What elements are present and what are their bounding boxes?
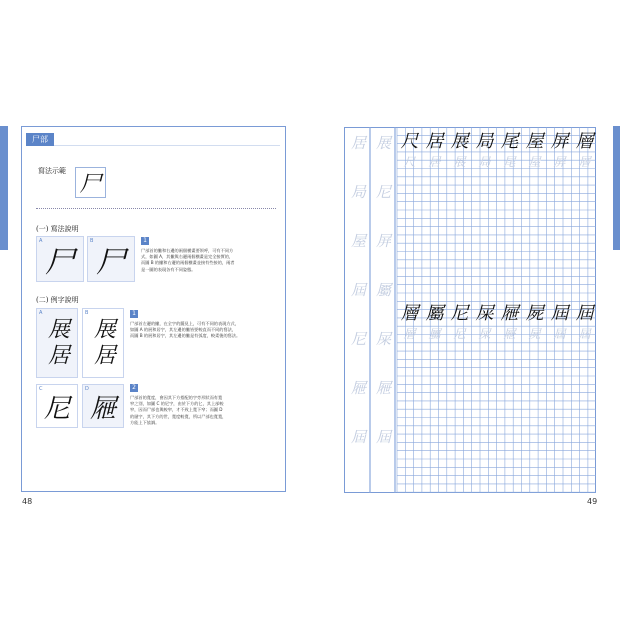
example-box-d <box>82 384 124 428</box>
practice-char: 尼 <box>450 303 469 324</box>
reference-char: 尼 <box>350 330 366 348</box>
box-letter: B <box>85 310 89 316</box>
section2-paragraph1: 尸部首左邊的撇，在全字的擺見上，可有不同的表現方式， 如圖 A 的展和居字，其左邊的撇皆要較直而不同的寫法， 而圖 B 的展和居字，其左邊的撇是有弧度，較柔後的寫法。 <box>130 321 241 339</box>
practice-char: 屆 <box>550 303 569 324</box>
reference-column-1 <box>345 127 372 493</box>
page-number-left: 48 <box>22 497 33 506</box>
trace-char: 尺 <box>403 155 416 169</box>
reference-char: 居 <box>350 134 366 152</box>
practice-char: 居 <box>425 131 444 152</box>
reference-char: 尼 <box>375 183 391 201</box>
trace-char: 局 <box>478 155 491 169</box>
practice-char: 屬 <box>425 303 444 324</box>
practice-char: 尾 <box>500 131 519 152</box>
box-letter: A <box>39 238 43 244</box>
trace-char: 尾 <box>503 155 516 169</box>
trace-char: 屆 <box>578 327 591 341</box>
practice-char: 屜 <box>500 303 519 324</box>
dotted-divider <box>36 208 276 209</box>
trace-char: 層 <box>403 327 416 341</box>
demo-box <box>75 167 106 198</box>
trace-char: 屆 <box>553 327 566 341</box>
example-box-a2 <box>36 308 78 378</box>
example-box-c <box>36 384 78 428</box>
demo-char: 尸 <box>79 172 102 197</box>
number-badge: 1 <box>141 237 149 245</box>
box-letter: D <box>85 386 89 392</box>
practice-char: 展 <box>450 131 469 152</box>
trace-char: 展 <box>453 155 466 169</box>
reference-char: 屏 <box>375 232 391 250</box>
number-badge: 2 <box>130 384 138 392</box>
reference-char: 展 <box>375 134 391 152</box>
reference-char: 屜 <box>350 379 366 397</box>
example-char: 尸 <box>96 245 126 280</box>
reference-char: 屎 <box>375 330 391 348</box>
trace-char: 屏 <box>553 155 566 169</box>
number-badge: 1 <box>130 310 138 318</box>
reference-char: 局 <box>350 183 366 201</box>
left-edge-tab <box>0 126 8 250</box>
section1-paragraph: 尸部首的撇和右邊的兩個橫畫要領呼，可有不同方 式，如圖 A，其撇與右邊兩個橫畫是完全接實的， 而圖 B 的撇和右邊的兩個橫畫並接有些接的，兩者 是一圖的表現各有不同姿態。 <box>141 248 235 272</box>
reference-char: 屬 <box>375 281 391 299</box>
practice-char: 局 <box>475 131 494 152</box>
trace-char: 屋 <box>528 155 541 169</box>
ghost-row-2 <box>397 325 597 342</box>
reference-column-2 <box>370 127 397 493</box>
trace-char: 屍 <box>528 327 541 341</box>
practice-char: 屋 <box>525 131 544 152</box>
example-char: 尼 <box>43 393 70 424</box>
practice-row-2 <box>397 299 597 325</box>
example-box-a <box>36 236 84 282</box>
section1-title: (一) 寫法說明 <box>36 225 79 233</box>
trace-char: 層 <box>578 155 591 169</box>
practice-char: 屏 <box>550 131 569 152</box>
practice-char: 屎 <box>475 303 494 324</box>
trace-char: 屬 <box>428 327 441 341</box>
box-letter: B <box>90 238 94 244</box>
reference-char: 屜 <box>375 379 391 397</box>
page-number-right: 49 <box>587 497 598 506</box>
trace-char: 屎 <box>478 327 491 341</box>
practice-row-1 <box>397 127 597 153</box>
example-char: 屜 <box>89 393 116 424</box>
box-letter: C <box>39 386 43 392</box>
practice-char: 屆 <box>575 303 594 324</box>
section2-title: (二) 例字說明 <box>36 296 79 304</box>
reference-char: 屆 <box>350 428 366 446</box>
reference-char: 屆 <box>375 428 391 446</box>
example-char: 尸 <box>45 245 75 280</box>
header-rule <box>54 145 280 146</box>
example-chars: 展居 <box>90 317 116 369</box>
trace-char: 屜 <box>503 327 516 341</box>
section2-paragraph2: 尸部首的寬度，會因其下方搭配的字旁形狀而有寬 窄之別，如圖 C 的尼字，由於下方的匕，其上部較 窄，因而尸部也與較窄，才不致上寬下窄；而圖 D 的屜字，其下方的世，寬度較寬，所以尸部也寬寬， 方能上下協調。 <box>130 395 227 425</box>
practice-char: 層 <box>575 131 594 152</box>
reference-char: 屋 <box>350 232 366 250</box>
box-letter: A <box>39 310 43 316</box>
example-chars: 展居 <box>44 317 70 369</box>
ghost-row-1 <box>397 153 597 170</box>
practice-char: 層 <box>400 303 419 324</box>
example-box-b2 <box>82 308 124 378</box>
trace-char: 居 <box>428 155 441 169</box>
example-box-b <box>87 236 135 282</box>
right-edge-tab <box>613 126 620 250</box>
reference-char: 屆 <box>350 281 366 299</box>
section-header: 尸部 <box>26 133 54 146</box>
demo-label: 寫法示範 <box>38 167 66 175</box>
trace-char: 尼 <box>453 327 466 341</box>
practice-char: 屍 <box>525 303 544 324</box>
practice-char: 尺 <box>400 131 419 152</box>
